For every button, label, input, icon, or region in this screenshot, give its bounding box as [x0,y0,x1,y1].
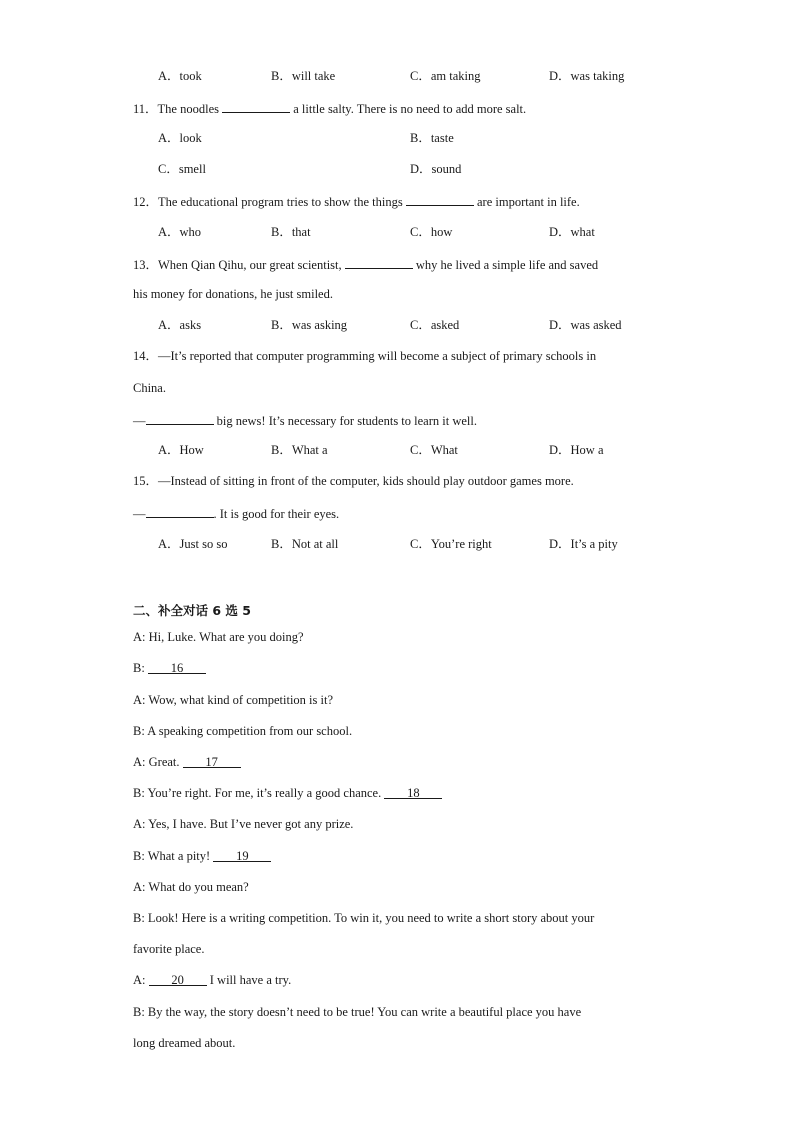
dialogue-text: B: By the way, the story doesn’t need to be true! You can write a beautiful place you have [133,1005,582,1019]
q15-blank[interactable] [146,504,214,518]
q14-option-a[interactable]: A．How [158,443,204,457]
q11-option-d[interactable]: D．sound [410,162,462,176]
dialogue-text: A: What do you mean? [133,880,249,894]
q15-option-a[interactable]: A．Just so so [158,537,228,551]
q10-option-b[interactable]: B．will take [271,69,336,83]
q12-options [158,224,678,240]
dialogue-blank-20[interactable]: 20 [149,972,207,986]
q15-options [158,536,678,552]
dialogue-line [133,941,204,957]
q14-options [158,442,678,458]
dialogue-text: B: A speaking competition from our school. [133,724,353,738]
q14-reply-dash: — [133,414,146,428]
q12-option-d[interactable]: D．what [549,225,595,239]
q11-stem [133,99,526,117]
dialogue-line [133,723,352,739]
q12-option-b[interactable]: B．that [271,225,311,239]
q11-option-a[interactable]: A．look [158,131,202,145]
q12-option-a[interactable]: A．who [158,225,202,239]
q14-reply-post: big news! It’s necessary for students to learn it well. [213,414,477,428]
q12-stem [133,192,580,210]
q13-option-b[interactable]: B．was asking [271,318,348,332]
dialogue-line [133,972,291,988]
q13-stem-line2: his money for donations, he just smiled. [133,287,333,301]
q13-stem-pre: 13．When Qian Qihu, our great scientist, [133,258,345,272]
dialogue-line [133,660,206,676]
dialogue-text: favorite place. [133,942,205,956]
q15-reply [133,504,339,522]
q11-options-row2 [158,161,678,177]
dialogue-blank-16[interactable]: 16 [148,660,206,674]
q13-blank[interactable] [345,255,413,269]
dialogue-line [133,910,594,926]
q12-option-c[interactable]: C．how [410,225,453,239]
q10-option-a[interactable]: A．took [158,69,202,83]
q14-stem-line2: China. [133,381,166,395]
q11-stem-pre: 11．The noodles [133,102,223,116]
dialogue-text: A: [133,973,149,987]
dialogue-line [133,785,442,801]
dialogue-text: A: Hi, Luke. What are you doing? [133,630,304,644]
q13-stem-post: why he lived a simple life and saved [412,258,599,272]
q13-option-d[interactable]: D．was asked [549,318,622,332]
dialogue-line [133,1004,581,1020]
dialogue-text: A: Great. [133,755,183,769]
dialogue-line [133,879,249,895]
q15-option-c[interactable]: C．You’re right [410,537,492,551]
dialogue-blank-19[interactable]: 19 [213,848,271,862]
dialogue-line [133,848,271,864]
q11-option-b[interactable]: B．taste [410,131,454,145]
dialogue-text: B: [133,661,148,675]
q14-option-c[interactable]: C．What [410,443,458,457]
dialogue-line [133,692,333,708]
q14-option-d[interactable]: D．How a [549,443,604,457]
q10-option-c[interactable]: C．am taking [410,69,481,83]
q10-option-d[interactable]: D．was taking [549,69,625,83]
q13-option-c[interactable]: C．asked [410,318,460,332]
q14-blank[interactable] [146,411,214,425]
q15-stem: 15．—Instead of sitting in front of the computer, kids should play outdoor games more. [133,474,574,488]
section2-heading: 二、补全对话 6 选 5 [133,603,251,618]
dialogue-text: B: What a pity! [133,849,214,863]
q10-options [158,68,678,84]
q15-reply-post: . It is good for their eyes. [213,507,340,521]
dialogue-line [133,629,304,645]
q11-blank[interactable] [222,99,290,113]
dialogue-text: A: Yes, I have. But I’ve never got any prize. [133,817,354,831]
q15-option-b[interactable]: B．Not at all [271,537,339,551]
dialogue-blank-17[interactable]: 17 [183,754,241,768]
dialogue-text: long dreamed about. [133,1036,236,1050]
q11-option-c[interactable]: C．smell [158,162,206,176]
q14-stem: 14．—It’s reported that computer programming will become a subject of primary schools in [133,349,597,363]
q12-blank[interactable] [406,192,474,206]
dialogue-line [133,1035,235,1051]
q15-reply-dash: — [133,507,146,521]
q13-option-a[interactable]: A．asks [158,318,202,332]
q14-reply [133,411,477,429]
q13-options [158,317,678,333]
dialogue-text-post: I will have a try. [206,973,292,987]
dialogue-text: A: Wow, what kind of competition is it? [133,693,334,707]
q14-option-b[interactable]: B．What a [271,443,328,457]
dialogue-line [133,754,241,770]
q13-stem [133,255,598,273]
dialogue-text: B: Look! Here is a writing competition. To win it, you need to write a short story about your [133,911,595,925]
q11-options-row1 [158,130,678,146]
q12-stem-pre: 12．The educational program tries to show the things [133,195,406,209]
q11-stem-post: a little salty. There is no need to add more salt. [290,102,527,116]
q12-stem-post: are important in life. [473,195,580,209]
q15-option-d[interactable]: D．It’s a pity [549,537,618,551]
dialogue-line [133,816,353,832]
dialogue-text: B: You’re right. For me, it’s really a good chance. [133,786,385,800]
dialogue-blank-18[interactable]: 18 [384,785,442,799]
